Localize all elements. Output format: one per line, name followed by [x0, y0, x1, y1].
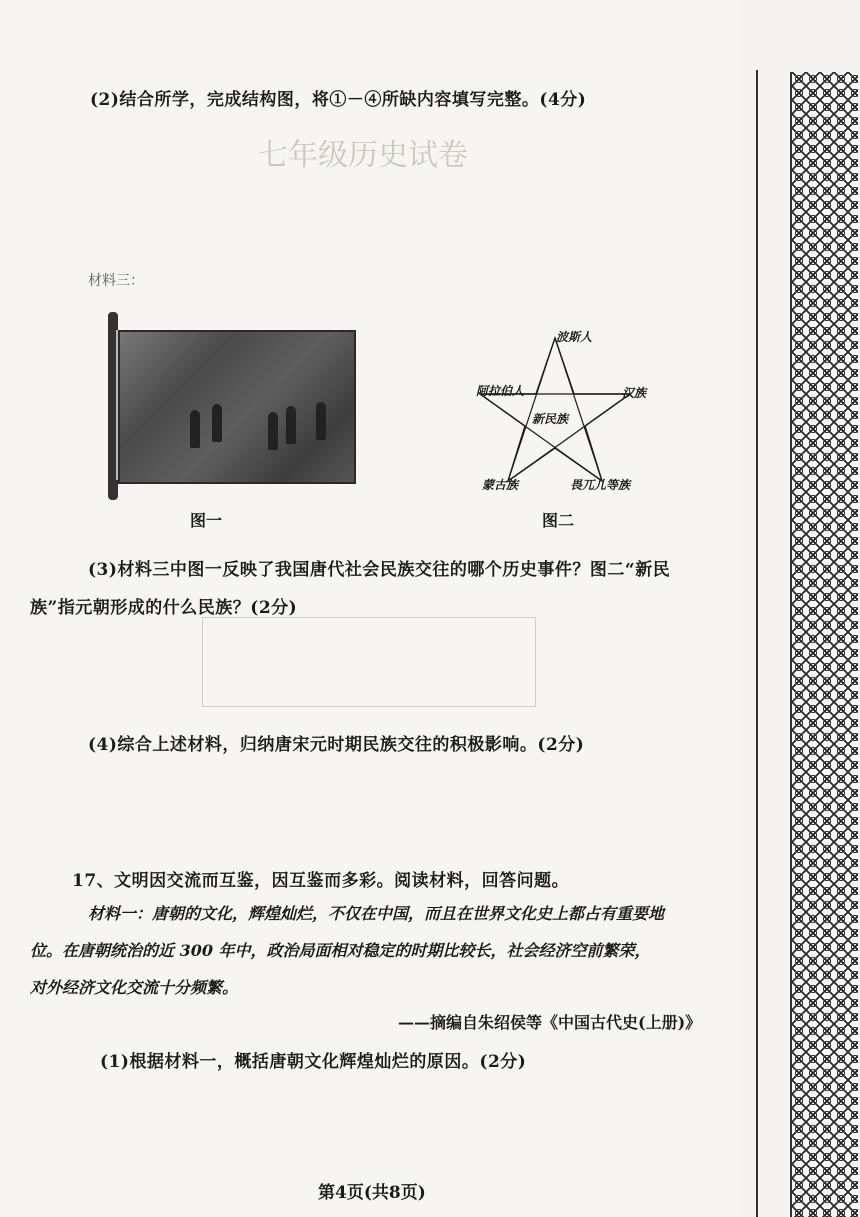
painted-figure: [212, 404, 222, 442]
painted-figure: [268, 412, 278, 450]
material-3-label: 材料三：: [88, 273, 144, 289]
star-label-center: 新民族: [532, 412, 569, 426]
question-3-line-2: 族”指元朝形成的什么民族？(2分): [30, 598, 298, 618]
star-label-bottom-left: 蒙古族: [482, 478, 519, 492]
painted-figure: [286, 406, 296, 444]
material-1-line-3: 对外经济文化交流十分频繁。: [30, 978, 239, 997]
star-label-right: 汉族: [622, 386, 647, 400]
painting-image: [118, 330, 356, 484]
material-1-line-2: 位。在唐朝统治的近 300 年中，政治局面相对稳定的时期比较长，社会经济空前繁荣，: [30, 941, 651, 960]
star-label-top: 波斯人: [556, 330, 593, 344]
figure-2-caption: 图二: [542, 511, 575, 530]
question-17: 17、文明因交流而互鉴，因互鉴而多彩。阅读材料，回答问题。: [72, 871, 570, 891]
figure-2-star-diagram: [470, 326, 647, 496]
material-source: ——摘编自朱绍侯等《中国古代史(上册)》: [398, 1013, 702, 1032]
painted-figure: [190, 410, 200, 448]
bleed-through-box: [202, 617, 536, 707]
figure-1-scroll-painting: [104, 312, 354, 500]
question-2: (2)结合所学，完成结构图，将①－④所缺内容填写完整。(4分): [90, 90, 587, 110]
bleed-through-title: 七年级历史试卷: [258, 138, 468, 173]
decorative-border-pattern: [790, 72, 858, 1217]
binding-divider-line: [756, 70, 758, 1217]
question-3-line-1: (3)材料三中图一反映了我国唐代社会民族交往的哪个历史事件？图二“新民: [88, 560, 671, 580]
material-1-line-1: 材料一：唐朝的文化，辉煌灿烂，不仅在中国，而且在世界文化史上都占有重要地: [88, 904, 665, 923]
question-17-1: (1)根据材料一，概括唐朝文化辉煌灿烂的原因。(2分): [100, 1052, 527, 1072]
painted-figure: [316, 402, 326, 440]
star-label-left: 阿拉伯人: [476, 384, 525, 398]
page-footer: 第4页(共8页): [318, 1183, 426, 1203]
figure-1-caption: 图一: [190, 511, 223, 530]
star-label-bottom-right: 畏兀儿等族: [570, 478, 631, 492]
question-4: (4)综合上述材料，归纳唐宋元时期民族交往的积极影响。(2分): [88, 735, 585, 755]
